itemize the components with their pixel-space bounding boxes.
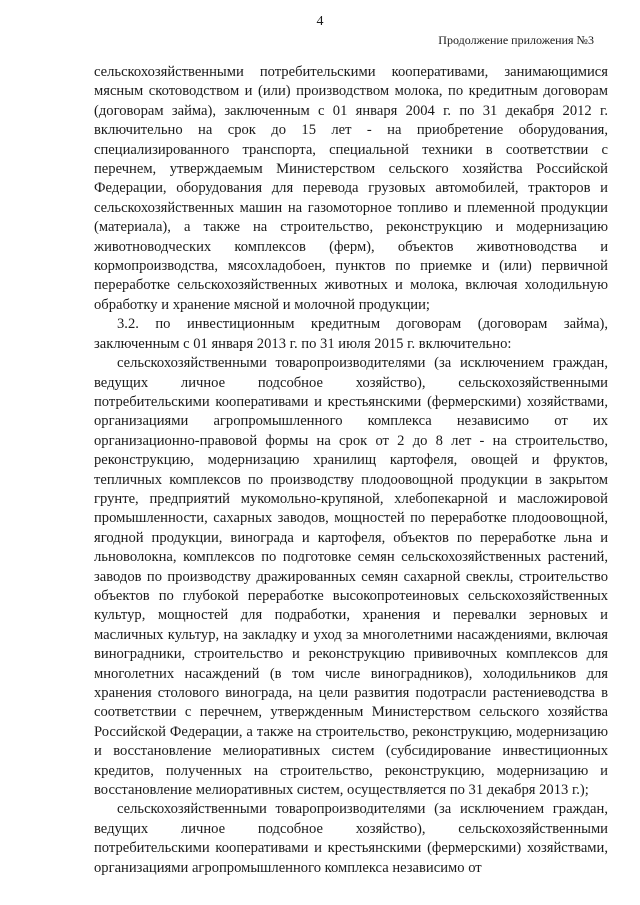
paragraph-section-3-2: 3.2. по инвестиционным кредитным договорам (договорам займа), заключенным с 01 января 2013 г. по 31 июля 2015 г. включительно:	[94, 316, 608, 352]
paragraph-livestock-cooperatives: сельскохозяйственными потребительскими кооперативами, занимающимися мясным скотоводством и (или) производством молока, по кредитным договорам (договорам займа), заключенным с 01 января 2004 г. по 31 декабря 2012 г. включительно на срок до 15 лет - на приобретение оборудования, специализированного транспорта, специальной техники в соответствии с перечнем, утверждаемым Министерством сельского хозяйства Российской Федерации, оборудования для перевода грузовых автомобилей, тракторов и сельскохозяйственных машин на газомоторное топливо и племенной продукции (материала), а также на строительство, реконструкцию и модернизацию животноводческих комплексов (ферм), объектов животноводства и кормопроизводства, мясохладобоен, пунктов по приемке и (или) первичной переработке сельскохозяйственных животных и молока, включая холодильную обработку и хранение мясной и молочной продукции;	[94, 64, 608, 313]
paragraph-agro-organizations: сельскохозяйственными товаропроизводителями (за исключением граждан, ведущих личное подсобное хозяйство), сельскохозяйственными потребительскими кооперативами и крестьянскими (фермерскими) хозяйствами, организациями агропромышленного комплекса независимо от	[94, 801, 608, 876]
appendix-continuation-note: Продолжение приложения №3	[438, 33, 594, 47]
paragraph-crop-producers: сельскохозяйственными товаропроизводителями (за исключением граждан, ведущих личное подсобное хозяйство), сельскохозяйственными потребительскими кооперативами и крестьянскими (фермерскими) хозяйствами, организациями агропромышленного комплекса независимо от их организационно-правовой формы на срок от 2 до 8 лет - на строительство, реконструкцию, модернизацию хранилищ картофеля, овощей и фруктов, тепличных комплексов по производству плодоовощной продукции в закрытом грунте, предприятий мукомольно-крупяной, хлебопекарной и масложировой промышленности, сахарных заводов, мощностей по переработке плодоовощной, ягодной продукции, винограда и картофеля, объектов по переработке льна и льноволокна, комплексов по подготовке семян сельскохозяйственных растений, заводов по производству дражированных семян сахарной свеклы, строительство объектов по глубокой переработке высокопротеиновых сельскохозяйственных культур, мощностей для подработки, хранения и перевалки зерновых и масличных культур, на закладку и уход за многолетними насаждениями, включая виноградники, строительство и реконструкцию прививочных комплексов для многолетних насаждений (в том числе виноградников), холодильников для хранения столового винограда, на цели развития подотрасли растениеводства в соответствии с перечнем, утвержденным Министерством сельского хозяйства Российской Федерации, а также на строительство, реконструкцию, модернизацию и восстановление мелиоративных систем (субсидирование инвестиционных кредитов, полученных на строительство, реконструкцию, модернизацию и восстановление мелиоративных систем, осуществляется по 31 декабря 2013 г.);	[94, 355, 608, 799]
page-number: 4	[316, 14, 324, 29]
document-body	[94, 63, 608, 878]
